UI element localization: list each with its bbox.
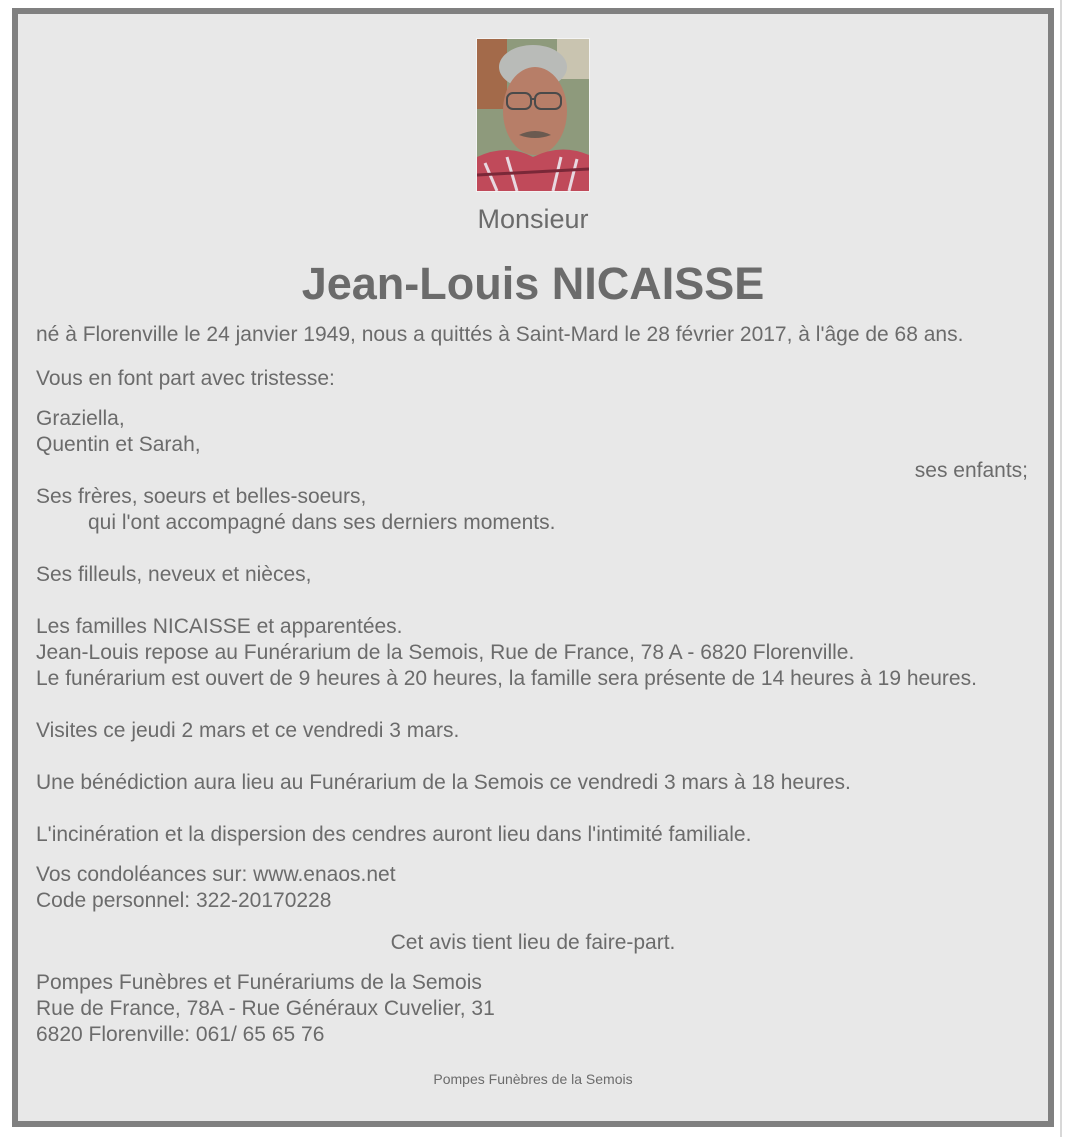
family-line: Graziella, [36,407,125,430]
funeral-home-name: Pompes Funèbres et Funérariums de la Semois [36,971,482,994]
condolences-line: Vos condoléances sur: www.enaos.net [36,863,396,886]
family-line: Quentin et Sarah, [36,433,201,456]
death-notice-card [12,8,1054,1127]
portrait-photo [476,38,590,192]
family-detail: qui l'ont accompagné dans ses derniers moments. [88,511,556,534]
code-line: Code personnel: 322-20170228 [36,889,332,912]
page-edge-rule [1060,0,1062,1137]
visits-line: Visites ce jeudi 2 mars et ce vendredi 3 mars. [36,719,460,742]
family-role: ses enfants; [914,459,1028,482]
family-line: Les familles NICAISSE et apparentées. [36,615,403,638]
salutation-title: Monsieur [477,204,589,234]
footer-credit: Pompes Funèbres de la Semois [433,1071,633,1087]
portrait-icon [477,39,589,191]
notice-line: Cet avis tient lieu de faire-part. [390,931,676,954]
hours-line: Le funérarium est ouvert de 9 heures à 20 heures, la famille sera présente de 14 heures à 19 heures. [36,667,977,690]
funeral-home-address: Rue de France, 78A - Rue Généraux Cuvelier, 31 [36,997,495,1020]
blessing-line: Une bénédiction aura lieu au Funérarium de la Semois ce vendredi 3 mars à 18 heures. [36,771,851,794]
repose-line: Jean-Louis repose au Funérarium de la Semois, Rue de France, 78 A - 6820 Florenville. [36,641,855,664]
deceased-name: Jean-Louis NICAISSE [301,258,765,309]
intro-line: Vous en font part avec tristesse: [36,367,335,390]
funeral-home-phone: 6820 Florenville: 061/ 65 65 76 [36,1023,325,1046]
family-line: Ses frères, soeurs et belles-soeurs, [36,485,367,508]
birth-death-line: né à Florenville le 24 janvier 1949, nous a quittés à Saint-Mard le 28 février 2017, à l'âge de 68 ans. [36,323,964,346]
cremation-line: L'incinération et la dispersion des cendres auront lieu dans l'intimité familiale. [36,823,752,846]
family-line: Ses filleuls, neveux et nièces, [36,563,312,586]
